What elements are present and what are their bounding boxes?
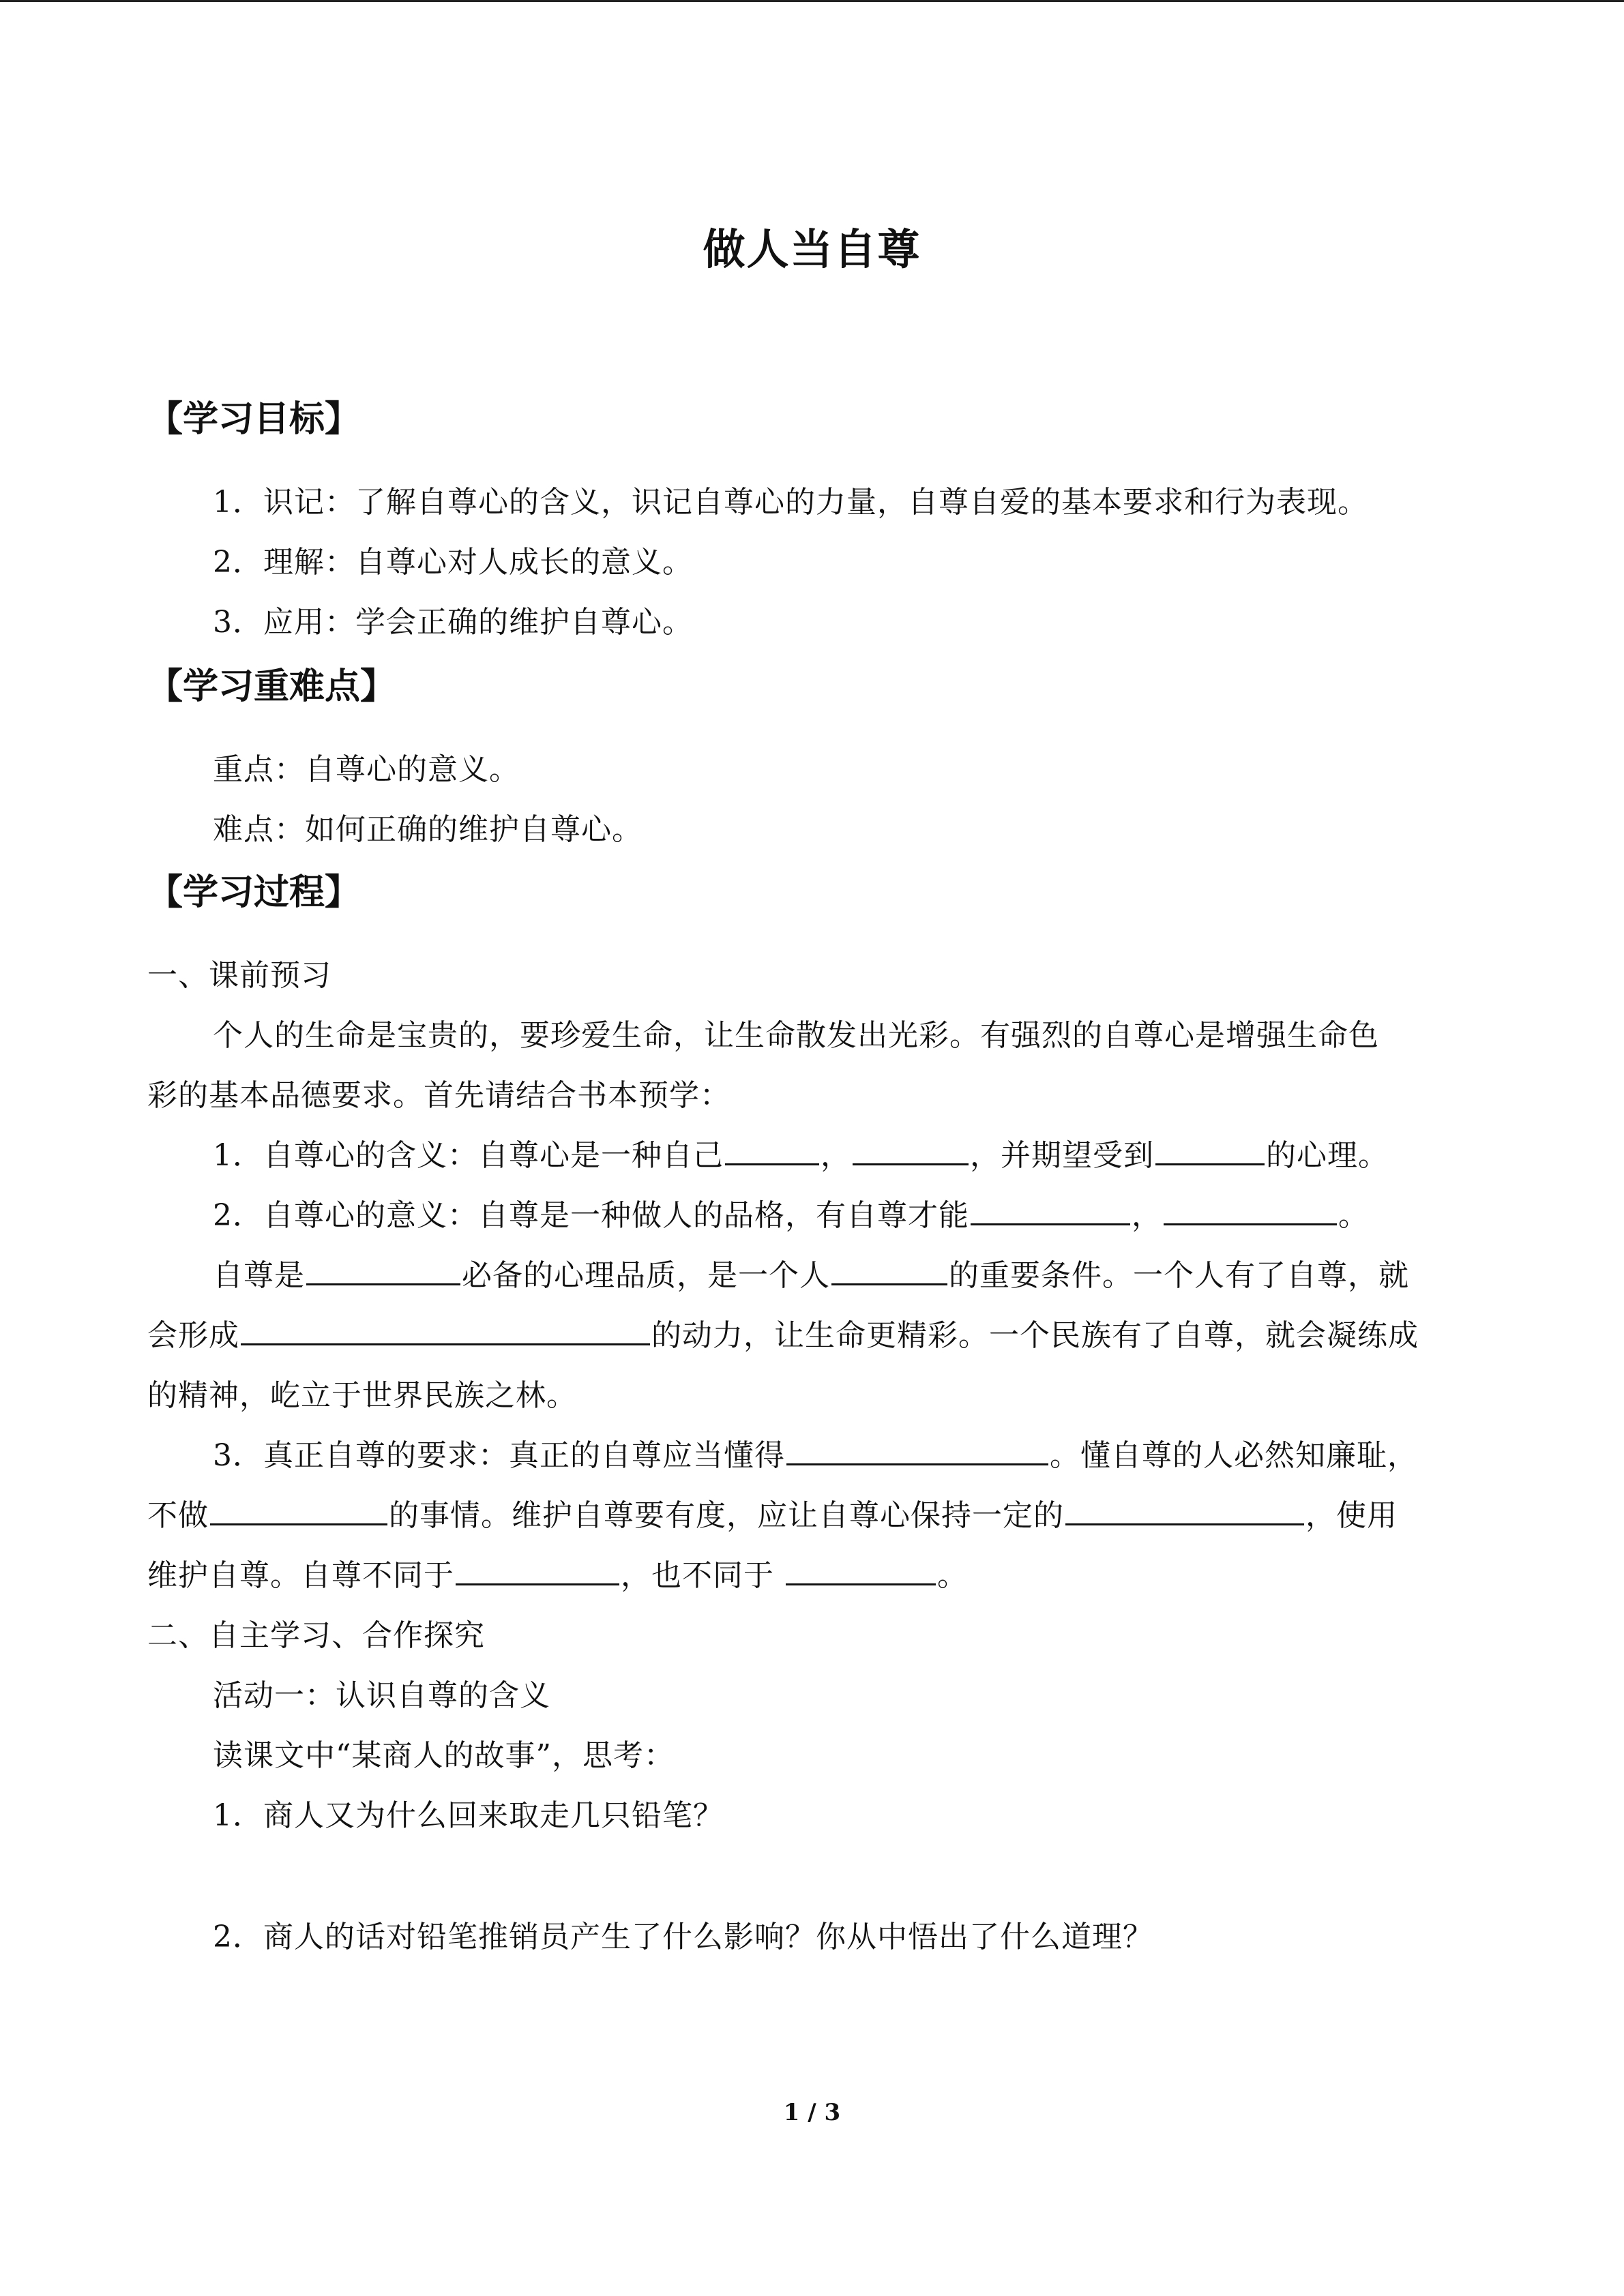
question-text: 。懂自尊的人必然知廉耻，: [1050, 1438, 1418, 1473]
question-text: 3．真正自尊的要求：真正的自尊应当懂得: [213, 1438, 785, 1473]
page-title: 做人当自尊: [703, 224, 921, 274]
answer-blank[interactable]: [786, 1552, 936, 1585]
part1-heading: 一、课前预习: [147, 958, 331, 993]
question-text: ，并期望受到: [970, 1138, 1154, 1173]
part1-intro-line: 彩的基本品德要求。首先请结合书本预学：: [147, 1078, 730, 1113]
question-text: 。: [1338, 1198, 1369, 1233]
fill-question-2-line: 的精神，屹立于世界民族之林。: [147, 1378, 577, 1413]
question-text: ，也不同于: [621, 1558, 774, 1593]
question-text: 的心理。: [1266, 1138, 1389, 1173]
answer-blank[interactable]: [786, 1432, 1048, 1465]
question-text: 2．自尊心的意义：自尊是一种做人的品格，有自尊才能: [213, 1198, 969, 1233]
question-text: ，: [821, 1138, 851, 1173]
question-text: 维护自尊。自尊不同于: [147, 1558, 454, 1593]
fill-question-3-line: [147, 1551, 968, 1594]
answer-blank[interactable]: [1065, 1492, 1304, 1525]
fill-question-2: [213, 1191, 1369, 1234]
fill-question-3: [213, 1431, 1418, 1474]
question-text: ，使用: [1305, 1498, 1398, 1533]
question-text: 的动力，让生命更精彩。一个民族有了自尊，就会凝练成: [651, 1318, 1419, 1353]
key-point-item: 重点：自尊心的意义。: [213, 752, 520, 787]
question-text: 的事情。维护自尊要有度，应让自尊心保持一定的: [389, 1498, 1064, 1533]
goal-item: 1．识记：了解自尊心的含义，识记自尊心的力量，自尊自爱的基本要求和行为表现。: [213, 485, 1368, 520]
question-text: ，: [1132, 1198, 1162, 1233]
answer-blank[interactable]: [971, 1192, 1130, 1225]
answer-blank[interactable]: [1155, 1132, 1265, 1165]
question-text: 1．自尊心的含义：自尊心是一种自己: [213, 1138, 724, 1173]
discussion-question: 1．商人又为什么回来取走几只铅笔？: [213, 1798, 724, 1833]
goal-item: 3．应用：学会正确的维护自尊心。: [213, 605, 693, 640]
key-point-item: 难点：如何正确的维护自尊心。: [213, 812, 643, 847]
answer-blank[interactable]: [1164, 1192, 1337, 1225]
discussion-question: 2．商人的话对铅笔推销员产生了什么影响？你从中悟出了什么道理？: [213, 1920, 1153, 1954]
question-text: 。: [937, 1558, 968, 1593]
question-text: 会形成: [147, 1318, 239, 1353]
fill-question-1: [213, 1131, 1389, 1174]
answer-blank[interactable]: [456, 1552, 619, 1585]
section-heading-key-points: 【学习重难点】: [147, 666, 396, 707]
reading-instruction: 读课文中“某商人的故事”，思考：: [213, 1738, 675, 1773]
answer-blank[interactable]: [831, 1252, 947, 1285]
fill-question-2-line: [213, 1251, 1409, 1294]
answer-blank[interactable]: [241, 1312, 650, 1345]
answer-blank[interactable]: [306, 1252, 460, 1285]
goal-item: 2．理解：自尊心对人成长的意义。: [213, 545, 693, 580]
answer-blank[interactable]: [210, 1492, 387, 1525]
question-text: 的重要条件。一个人有了自尊，就: [949, 1258, 1409, 1293]
page-number: 1 / 3: [783, 2099, 841, 2126]
fill-question-2-line: [147, 1311, 1419, 1354]
answer-blank[interactable]: [853, 1132, 969, 1165]
page-top-border: [0, 0, 1624, 2]
question-text: 不做: [147, 1498, 209, 1533]
activity-title: 活动一：认识自尊的含义: [213, 1678, 550, 1713]
part2-heading: 二、自主学习、合作探究: [147, 1618, 485, 1653]
section-heading-goals: 【学习目标】: [147, 398, 361, 440]
part1-intro-line: 个人的生命是宝贵的，要珍爱生命，让生命散发出光彩。有强烈的自尊心是增强生命色: [213, 1018, 1379, 1053]
section-heading-process: 【学习过程】: [147, 871, 361, 913]
question-text: 自尊是: [213, 1258, 305, 1293]
answer-blank[interactable]: [725, 1132, 819, 1165]
question-text: 必备的心理品质，是一个人: [462, 1258, 830, 1293]
fill-question-3-line: [147, 1491, 1398, 1534]
